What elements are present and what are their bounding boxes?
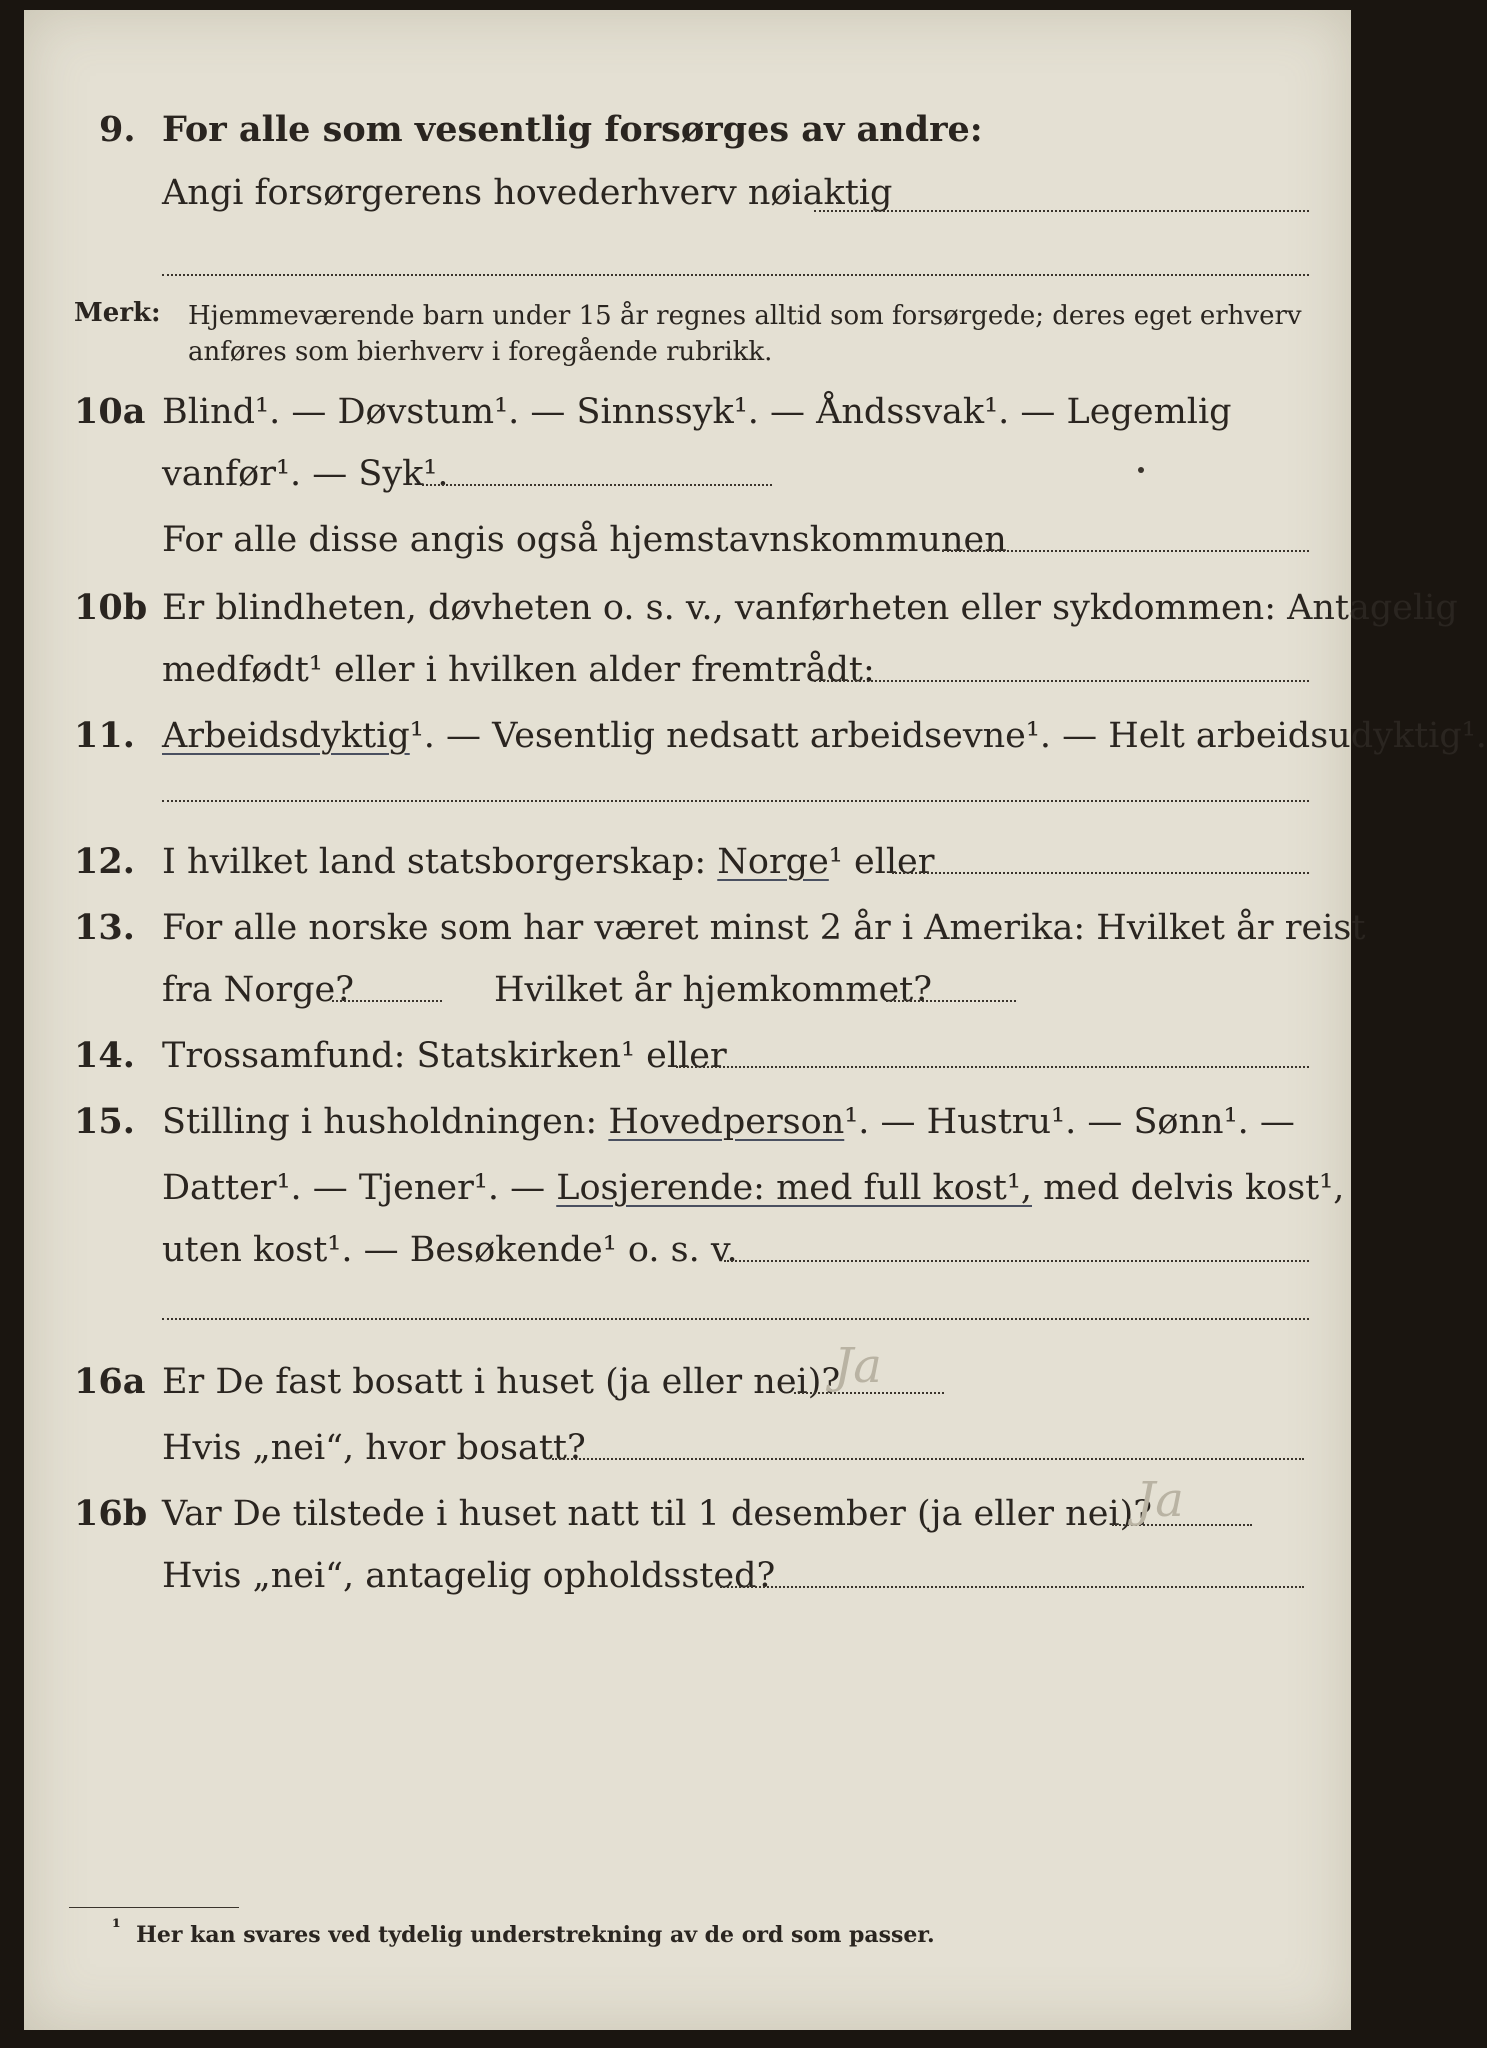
q16a-bosatt-line[interactable] [552, 1458, 1304, 1460]
q12-line [162, 842, 935, 882]
q16a-handwritten-answer: Ja [834, 1338, 882, 1394]
q11-answer-line[interactable] [162, 800, 1309, 802]
q16b-line1: Var De tilstede i huset natt til 1 desember (ja eller nei)? [162, 1494, 1153, 1534]
q9-answer-line[interactable] [814, 210, 1309, 212]
q13-hjemkommet-line[interactable] [886, 1000, 1016, 1002]
q12-option-norge[interactable]: Norge [717, 842, 829, 882]
q10a-line3: For alle disse angis også hjemstavnskommunen [162, 520, 1007, 560]
q15-line2b: med delvis kost¹, [1043, 1168, 1345, 1208]
q13-reist-line[interactable] [332, 1000, 442, 1002]
q12-answer-line[interactable] [892, 872, 1309, 874]
merk-line1: Hjemmeværende barn under 15 år regnes alltid som forsørgede; deres eget erhverv [188, 301, 1302, 331]
q10b-line1: Er blindheten, døvheten o. s. v., vanførheten eller sykdommen: Antagelig [162, 588, 1458, 628]
q9-line2: Angi forsørgerens hovederhverv nøiaktig [162, 173, 893, 213]
q16a-line2: Hvis „nei“, hvor bosatt? [162, 1428, 586, 1468]
q10a-answer-line[interactable] [422, 484, 772, 486]
q12-number: 12. [74, 841, 135, 882]
q15-line1a: Stilling i husholdningen: [162, 1102, 598, 1142]
footnote-text: Her kan svares ved tydelig understrekning av de ord som passer. [136, 1922, 935, 1948]
q15-answer-line-2[interactable] [162, 1318, 1309, 1320]
q13-line1: For alle norske som har været minst 2 år i Amerika: Hvilket år reist [162, 908, 1366, 948]
q9-line1: For alle som vesentlig forsørges av andre: [162, 109, 983, 150]
q15-line3: uten kost¹. — Besøkende¹ o. s. v. [162, 1230, 738, 1270]
q10a-number: 10a [74, 391, 146, 432]
footnote-mark: ¹ [112, 1914, 121, 1939]
q15-option-losjerende[interactable]: Losjerende: med full kost¹, [556, 1168, 1032, 1208]
q10b-number: 10b [74, 587, 148, 628]
q10b-line2: medfødt¹ eller i hvilken alder fremtrådt: [162, 650, 875, 690]
census-form-page [24, 10, 1487, 2030]
ink-speck [1138, 467, 1144, 473]
q15-number: 15. [74, 1101, 135, 1142]
q14-number: 14. [74, 1035, 135, 1076]
merk-label: Merk: [74, 298, 161, 328]
q9-answer-line-2[interactable] [162, 274, 1309, 276]
q11-rest: ¹. — Vesentlig nedsatt arbeidsevne¹. — Helt arbeidsudyktig¹. [409, 716, 1487, 756]
q16b-handwritten-answer: Ja [1136, 1472, 1184, 1528]
q15-option-hovedperson[interactable]: Hovedperson [608, 1102, 845, 1142]
q11-line [162, 716, 1487, 756]
q16a-number: 16a [74, 1361, 146, 1402]
q10a-kommune-line[interactable] [942, 550, 1309, 552]
q9-number: 9. [99, 109, 136, 150]
q16b-line2: Hvis „nei“, antagelig opholdssted? [162, 1556, 776, 1596]
q16b-opholdssted-line[interactable] [720, 1586, 1304, 1588]
q10b-answer-line[interactable] [814, 680, 1309, 682]
q13-line2b: Hvilket år hjemkommet? [494, 970, 933, 1010]
q13-line2a: fra Norge? [162, 970, 354, 1010]
merk-line2: anføres som bierhverv i foregående rubrikk. [188, 337, 773, 367]
q14-answer-line[interactable] [676, 1066, 1309, 1068]
q14-line: Trossamfund: Statskirken¹ eller [162, 1036, 727, 1076]
q12-pre: I hvilket land statsborgerskap: [162, 842, 707, 882]
footnote [112, 1914, 935, 1948]
q15-line1b: ¹. — Hustru¹. — Sønn¹. — [844, 1102, 1295, 1142]
q15-line1 [162, 1102, 1295, 1142]
q10a-line1: Blind¹. — Døvstum¹. — Sinnssyk¹. — Åndssvak¹. — Legemlig [162, 392, 1232, 432]
footnote-rule [69, 1907, 239, 1908]
q11-option-arbeidsdyktig[interactable]: Arbeidsdyktig [162, 716, 410, 756]
q15-answer-line[interactable] [724, 1260, 1309, 1262]
q15-line2a: Datter¹. — Tjener¹. — [162, 1168, 546, 1208]
q16b-number: 16b [74, 1493, 148, 1534]
q15-line2 [162, 1168, 1344, 1208]
q16a-line1: Er De fast bosatt i huset (ja eller nei)? [162, 1362, 841, 1402]
q13-number: 13. [74, 907, 135, 948]
q10a-line2: vanfør¹. — Syk¹. [162, 454, 449, 494]
q12-post: ¹ eller [828, 842, 935, 882]
q11-number: 11. [74, 715, 135, 756]
